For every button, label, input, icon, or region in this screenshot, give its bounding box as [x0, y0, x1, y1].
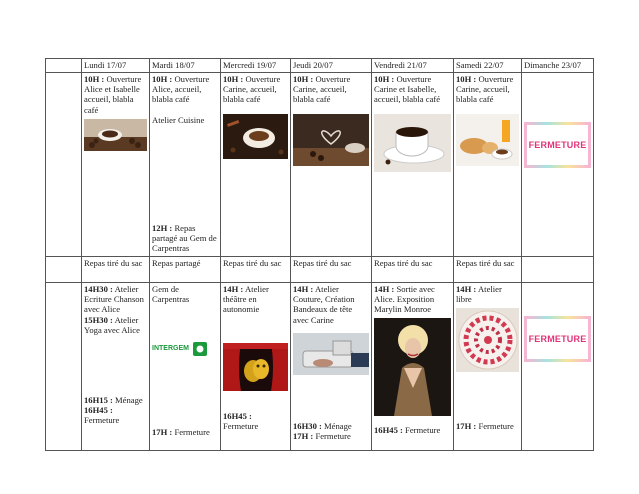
lunch-row [46, 257, 594, 283]
day-saturday: Samedi 22/07 [454, 59, 522, 73]
weekly-schedule [45, 58, 594, 451]
theatre-masks-photo [223, 343, 288, 391]
row-label-cell [46, 257, 82, 283]
closed-banner: FERMETURE [524, 122, 591, 168]
day-thursday: Jeudi 20/07 [291, 59, 372, 73]
tuesday-noon: 12H : Repas partagé au Gem de Carpentras [152, 223, 217, 254]
day-tuesday: Mardi 18/07 [150, 59, 221, 73]
coffee-cup-photo [223, 114, 288, 159]
header-row [46, 59, 594, 73]
lunch-sunday [522, 257, 594, 283]
afternoon-thursday: 14H : Atelier Couture, Création Bandeaux de tête avec Carine 16H30 : Ménage 17H : Fermeture [291, 283, 372, 451]
intergem-logo: INTERGEM [152, 342, 218, 356]
afternoon-row [46, 283, 594, 451]
day-sunday: Dimanche 23/07 [522, 59, 594, 73]
lunch-tuesday: Repas partagé [150, 257, 221, 283]
morning-row [46, 73, 594, 257]
afternoon-tuesday: Gem de Carpentras INTERGEM 17H : Fermeture [150, 283, 221, 451]
lunch-friday: Repas tiré du sac [372, 257, 454, 283]
morning-sunday [522, 73, 594, 257]
breakfast-photo [456, 114, 519, 166]
lunch-monday: Repas tiré du sac [82, 257, 150, 283]
morning-monday: 10H : Ouverture Alice et Isabelle accueil, blabla café [82, 73, 150, 257]
day-friday: Vendredi 21/07 [372, 59, 454, 73]
afternoon-saturday: 14H : Atelier libre 17H : Fermeture [454, 283, 522, 451]
afternoon-friday: 14H : Sortie avec Alice. Exposition Marylin Monroe 16H45 : Fermeture [372, 283, 454, 451]
afternoon-monday: 14H30 : Atelier Ecriture Chanson avec Alice 15H30 : Atelier Yoga avec Alice 16H15 : Ménage 16H45 : Fermeture [82, 283, 150, 451]
heart-coffee-photo [293, 114, 369, 166]
lunch-thursday: Repas tiré du sac [291, 257, 372, 283]
row-label-cell [46, 73, 82, 257]
thursday-end: 16H30 : Ménage 17H : Fermeture [293, 421, 352, 442]
afternoon-sunday [522, 283, 594, 451]
sewing-photo [293, 333, 369, 375]
morning-tuesday: 10H : Ouverture Alice, accueil, blabla café Atelier Cuisine 12H : Repas partagé au Gem de Carpentras [150, 73, 221, 257]
saturday-end: 17H : Fermeture [456, 421, 514, 431]
day-wednesday: Mercredi 19/07 [221, 59, 291, 73]
morning-friday: 10H : Ouverture Carine et Isabelle, accueil, blabla café [372, 73, 454, 257]
marilyn-photo [374, 318, 451, 416]
morning-thursday: 10H : Ouverture Carine, accueil, blabla café [291, 73, 372, 257]
morning-saturday: 10H : Ouverture Carine, accueil, blabla café [454, 73, 522, 257]
wednesday-end: 16H45 : Fermeture [223, 411, 259, 432]
afternoon-wednesday: 14H : Atelier théâtre en autonomie 16H45 : Fermeture [221, 283, 291, 451]
espresso-photo [374, 114, 451, 172]
closed-banner: FERMETURE [524, 316, 591, 362]
tuesday-activity: Atelier Cuisine [152, 114, 205, 125]
day-monday: Lundi 17/07 [82, 59, 150, 73]
monday-end: 16H15 : Ménage 16H45 : Fermeture [84, 395, 143, 426]
friday-end: 16H45 : Fermeture [374, 425, 441, 435]
corner-cell [46, 59, 82, 73]
mosaic-photo [456, 308, 519, 372]
coffee-beans-photo [84, 119, 147, 151]
lunch-saturday: Repas tiré du sac [454, 257, 522, 283]
morning-wednesday: 10H : Ouverture Carine, accueil, blabla café [221, 73, 291, 257]
row-label-cell [46, 283, 82, 451]
lunch-wednesday: Repas tiré du sac [221, 257, 291, 283]
tuesday-end: 17H : Fermeture [152, 427, 210, 437]
